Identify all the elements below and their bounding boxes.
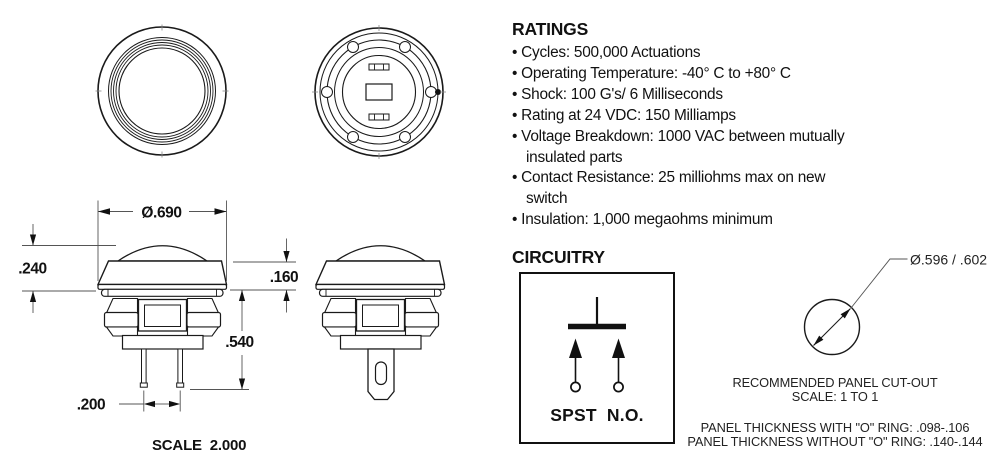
dim-bezel-height (230, 239, 298, 313)
ratings-section (512, 20, 872, 231)
rating-item: • Operating Temperature: -40° C to +80° C (512, 64, 864, 85)
dim-pin-spacing (77, 391, 180, 414)
dim-pin-spacing-label: .200 (76, 396, 106, 414)
panel-cutout-caption (700, 376, 970, 404)
circuit-type-label: SPST N.O. (550, 405, 644, 425)
scale-label: SCALE 2.000 (152, 437, 247, 454)
dim-overall-height (18, 224, 116, 313)
cutout-caption-line1: RECOMMENDED PANEL CUT-OUT (732, 375, 938, 390)
front-view-drawing (96, 25, 229, 158)
ratings-title: RATINGS (512, 19, 589, 39)
cutout-diameter-label: Ø.596 / .602 (910, 251, 988, 268)
rating-item: • Voltage Breakdown: 1000 VAC between mutually insulated parts (512, 127, 864, 169)
panel-thickness-notes (678, 421, 992, 449)
cutout-caption-line2: SCALE: 1 TO 1 (791, 388, 879, 404)
rating-item: • Insulation: 1,000 megaohms minimum (512, 210, 864, 231)
dim-bezel-height-label: .160 (269, 269, 299, 286)
ratings-list (512, 43, 864, 231)
side-view-rotated-drawing (316, 246, 445, 400)
rating-item: • Rating at 24 VDC: 150 Milliamps (512, 106, 864, 127)
circuit-diagram-box (519, 272, 675, 444)
rear-view-drawing (312, 25, 446, 159)
panel-thickness-note-without-oring: PANEL THICKNESS WITHOUT "O" RING: .140-.144 (687, 433, 983, 449)
side-view-front-drawing (98, 246, 227, 387)
rating-item: • Contact Resistance: 25 milliohms max on new switch (512, 168, 864, 210)
dim-body-height-label: .540 (225, 334, 254, 351)
circuitry-title: CIRCUITRY (512, 247, 605, 267)
rating-item: • Shock: 100 G's/ 6 Milliseconds (512, 85, 864, 106)
dim-diameter-label: Ø.690 (141, 204, 182, 222)
rating-item: • Cycles: 500,000 Actuations (512, 43, 864, 64)
panel-thickness-note-with-oring: PANEL THICKNESS WITH "O" RING: .098-.106 (700, 420, 970, 435)
dim-overall-height-label: .240 (18, 260, 47, 278)
